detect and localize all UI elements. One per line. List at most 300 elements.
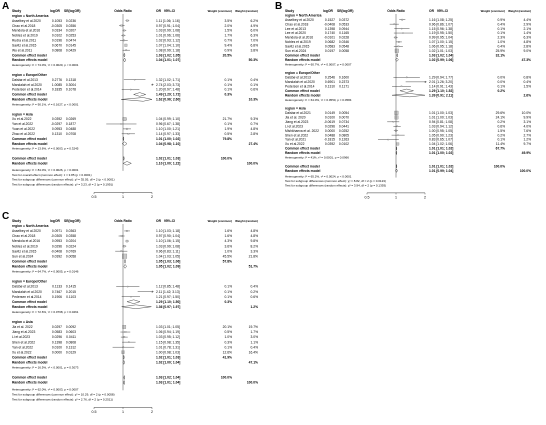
study-ci: 1.01 [1.00; 1.03]	[429, 115, 453, 120]
study-name: Savitz et al.2015	[285, 44, 310, 49]
overall-common-label: Common effect model	[12, 156, 47, 161]
subgroup-common-label: Common effect model	[12, 92, 47, 97]
study-weight-common: 45.5%	[222, 254, 232, 259]
study-ci: 1.10 [1.06; 1.15]	[156, 239, 180, 244]
study-se: 0.0228	[338, 35, 349, 40]
overall-random-ci: 1.01 [0.99; 1.04]	[429, 168, 454, 173]
subgroup-label: region = Asia	[285, 106, 306, 111]
overall-random-label: Random effects model	[285, 168, 321, 173]
study-name: Dalsbø et al.2013	[285, 75, 311, 80]
study-name: Yan et al.2022	[12, 345, 34, 350]
forest-plot-b	[273, 0, 546, 210]
study-se: 0.0058	[338, 48, 349, 53]
subgroup-random-label: Random effects model	[285, 57, 321, 62]
study-name: Pedersen et al.2014	[12, 87, 42, 92]
x-axis-tick-label: 0.5	[91, 195, 97, 200]
study-logor: 0.0296	[324, 124, 335, 129]
study-ci: 2.74 [2.03; 3.73]	[156, 82, 180, 87]
study-point	[125, 331, 126, 332]
subgroup-random-diamond	[123, 58, 125, 62]
study-name: Dalsbø et al.2013	[12, 77, 38, 82]
study-name: Lee et al.2013	[285, 26, 306, 31]
subgroup-heterogeneity: Heterogeneity: I² = 72.6%, τ² = 0.0768, p = 0.0261	[12, 309, 79, 314]
header-odds-ratio: Odds Ratio	[387, 9, 405, 13]
study-weight-random: 6.0%	[250, 28, 258, 33]
study-point	[388, 139, 389, 140]
subgroup-common-weight-common: 41.9%	[222, 355, 232, 360]
study-se: 0.0253	[65, 33, 76, 38]
study-weight-common: 0.1%	[224, 87, 232, 92]
x-axis-tick-label: 1	[122, 195, 124, 200]
subgroup-random-label: Random effects model	[12, 264, 48, 269]
subgroup-common-label: Common effect model	[12, 355, 47, 360]
study-logor: 0.0670	[51, 43, 62, 48]
study-point	[126, 49, 127, 50]
study-weight-common: 0.7%	[224, 38, 232, 43]
study-weight-random: 9.7%	[523, 142, 531, 147]
study-logor: -0.0305	[50, 234, 62, 239]
study-point	[403, 33, 404, 34]
study-ci: 1.00 [0.98; 1.03]	[156, 350, 180, 355]
subgroup-label: region = Asia	[12, 320, 33, 325]
study-weight-common: 0.6%	[497, 124, 505, 129]
study-weight-random: 4.4%	[523, 17, 531, 22]
study-weight-common: 1.7%	[224, 33, 232, 38]
study-name: Xu et al.2022	[12, 350, 32, 355]
study-ci: 1.01 [1.00; 1.03]	[429, 111, 453, 116]
header-se: SE(logOR)	[337, 9, 354, 13]
study-weight-random: 6.2%	[250, 18, 258, 23]
study-ci: 1.29 [0.94; 1.77]	[429, 75, 453, 80]
study-weight-random: 7.6%	[523, 128, 531, 133]
study-point	[397, 135, 398, 136]
study-se: 0.0145	[65, 43, 76, 48]
subgroup-common-ci: 1.01 [1.01; 1.02]	[429, 146, 454, 151]
study-logor: 0.2546	[324, 75, 335, 80]
subgroup-random-diamond	[392, 93, 425, 96]
panel-letter: C	[2, 211, 10, 222]
study-ci: 1.08 [0.99; 1.18]	[156, 48, 180, 53]
study-weight-random: 1.5%	[523, 84, 531, 89]
study-name: Mandalah et al.2020	[12, 289, 42, 294]
study-weight-common: 0.1%	[224, 77, 232, 82]
study-weight-common: 1.9%	[224, 127, 232, 132]
study-weight-random: 1.2%	[523, 137, 531, 142]
overall-random-diamond	[123, 381, 124, 385]
study-se: 0.0269	[65, 117, 76, 122]
subgroup-common-weight-common: 0.3%	[224, 92, 232, 97]
subgroup-random-label: Random effects model	[12, 304, 48, 309]
subgroup-heterogeneity: Heterogeneity: I² = 60.7%, τ² = 0.0007, p = 0.0007	[285, 62, 352, 67]
study-point	[121, 123, 122, 124]
study-logor: 0.1906	[51, 294, 62, 299]
study-weight-common: 0.1%	[497, 137, 505, 142]
study-weight-common: 9.4%	[224, 43, 232, 48]
study-se: 0.0734	[338, 119, 349, 124]
study-weight-random: 9.0%	[523, 48, 531, 53]
study-ci: 0.96 [0.67; 1.38]	[156, 122, 180, 127]
study-weight-random: 4.9%	[250, 23, 258, 28]
study-se: 0.2015	[65, 289, 76, 294]
subgroup-common-diamond	[124, 259, 125, 263]
subgroup-label: region = Europe/Other	[12, 279, 47, 284]
x-axis-tick-label: 2	[151, 195, 153, 200]
study-se: 0.0236	[65, 18, 76, 23]
study-logor: 0.0149	[324, 111, 335, 116]
study-weight-random: 2.1%	[523, 26, 531, 31]
study-point	[401, 86, 402, 87]
study-se: 0.0411	[66, 335, 76, 340]
study-logor: 0.0334	[51, 28, 62, 33]
study-ci: 1.02 [1.01; 1.03]	[429, 48, 453, 53]
study-weight-common: 1.5%	[224, 28, 232, 33]
overall-common-ci: 1.03 [1.02; 1.04]	[156, 375, 181, 380]
subgroup-common-diamond	[123, 355, 124, 359]
study-weight-random: 3.3%	[250, 249, 258, 254]
header-study: Study	[12, 9, 22, 13]
forest-plot-svg	[0, 0, 273, 210]
subgroup-common-weight-common: 20.5%	[222, 53, 232, 58]
study-logor: 0.0000	[324, 128, 335, 133]
overall-common-label: Common effect model	[285, 164, 320, 169]
study-point	[151, 291, 152, 292]
study-name: Jiang et al.2023	[285, 119, 309, 124]
overall-common-diamond	[124, 376, 125, 380]
subgroup-random-label: Random effects model	[12, 97, 48, 102]
study-ci: 0.97 [0.90; 1.04]	[156, 234, 180, 239]
study-se: 0.0207	[65, 28, 76, 33]
header-odds-ratio: Odds Ratio	[114, 219, 132, 223]
overall-note: Test for overall effect (common effect): z = 3.85 (p = 0.0001)	[12, 172, 92, 177]
study-logor: 0.1398	[51, 340, 62, 345]
study-se: 0.0070	[338, 115, 349, 120]
study-logor: -0.0297	[50, 122, 62, 127]
x-axis-tick-label: 2	[424, 195, 426, 200]
forest-plot-svg	[273, 0, 546, 210]
subgroup-common-weight-common: 0.2%	[497, 88, 505, 93]
study-weight-random: 10.0%	[521, 111, 531, 116]
study-weight-random: 0.2%	[250, 289, 258, 294]
study-name: Jia et al. 2020	[285, 115, 306, 120]
study-se: 0.1165	[339, 31, 349, 36]
study-weight-random: 4.0%	[523, 124, 531, 129]
study-ci: 1.10 [1.00; 1.21]	[156, 127, 180, 132]
study-point	[394, 111, 398, 115]
subgroup-random-weight-random: 27.4%	[248, 141, 258, 146]
study-se: 0.0356	[65, 23, 76, 28]
overall-common-label: Common effect model	[12, 375, 47, 380]
study-weight-random: 0.4%	[250, 345, 258, 350]
study-weight-common: 0.4%	[497, 22, 505, 27]
overall-note: Test for subgroup differences (common effect): χ² = 8.82, df = 2 (p = 0.0123)	[285, 179, 386, 184]
header-weight-common: Weight (common)	[480, 9, 505, 13]
study-se: 0.1877	[65, 122, 76, 127]
study-ci: 1.03 [0.95; 1.12]	[156, 335, 180, 340]
study-name: Sun et al.2024	[285, 48, 307, 53]
subgroup-common-ci: 1.03 [1.02; 1.04]	[429, 53, 454, 58]
study-ci: 1.06 [0.94; 1.19]	[156, 330, 180, 335]
study-logor: 0.0953	[51, 239, 62, 244]
study-logor: 0.0102	[51, 33, 62, 38]
study-se: 0.3004	[65, 82, 76, 87]
study-name: Mendola et al.2016	[12, 239, 41, 244]
study-name: Chao et al.2018	[12, 234, 36, 239]
study-name: Asselbey et al.2020	[12, 229, 41, 234]
study-point	[398, 41, 399, 42]
study-se: 0.0474	[65, 38, 76, 43]
subgroup-random-ci: 1.04 [0.98; 1.10]	[156, 141, 181, 146]
study-point	[121, 250, 122, 251]
study-name: Nobles et al.2019	[285, 40, 311, 45]
study-name: Shen et al.2022	[285, 133, 309, 138]
study-ci: 1.05 [0.90; 1.23]	[429, 133, 453, 138]
study-ci: 1.20 [0.97; 1.48]	[156, 87, 180, 92]
study-point	[395, 37, 397, 39]
study-point	[121, 25, 123, 27]
study-weight-common: 11.4%	[495, 142, 505, 147]
study-se: 0.0944	[338, 26, 349, 31]
study-name: Shen et al.2022	[12, 340, 36, 345]
study-logor: 0.0100	[51, 345, 62, 350]
study-weight-common: 0.2%	[497, 119, 505, 124]
study-ci: 1.03 [1.01; 1.05]	[156, 325, 180, 330]
study-name: Dalsbø et al.2013	[12, 284, 38, 289]
subgroup-heterogeneity: Heterogeneity: I² = 16.5%, τ² < 0.0001, p = 0.3073	[12, 365, 79, 370]
study-weight-common: 0.9%	[224, 48, 232, 53]
overall-random-weight-random: 100.0%	[246, 161, 258, 166]
study-se: 0.0092	[65, 325, 76, 330]
study-weight-random: 2.9%	[523, 22, 531, 27]
subgroup-random-weight-random: 49.9%	[521, 151, 531, 156]
study-name: Jiang et al.2023	[12, 330, 36, 335]
subgroup-heterogeneity: Heterogeneity: I² = 90.1%, τ² = 0.1627, p < 0.0001	[12, 102, 79, 107]
study-weight-common: 0.1%	[224, 82, 232, 87]
header-logor: logOR	[50, 219, 60, 223]
study-weight-common: 2.3%	[497, 35, 505, 40]
study-weight-common: 1.6%	[224, 234, 232, 239]
study-name: Chao et al.2018	[12, 23, 36, 28]
study-name: Pedersen et al.2014	[12, 294, 42, 299]
study-name: Sun et al.2024	[12, 254, 34, 259]
header-ci: 95%-CI	[437, 9, 448, 13]
subgroup-label: region = North America	[12, 224, 49, 229]
overall-note: Test for subgroup differences (random effects): χ² = 2.76, df = 2 (p = 0.2511)	[12, 397, 113, 402]
study-se: 0.1415	[65, 284, 76, 289]
subgroup-common-diamond	[134, 93, 146, 97]
overall-note: Heterogeneity: I² = 65.2%, τ² = 0.0024, p < 0.0001	[285, 174, 352, 179]
subgroup-random-weight-random: 47.1%	[248, 360, 258, 365]
subgroup-random-diamond	[122, 305, 152, 309]
subgroup-common-ci: 1.03 [1.02; 1.05]	[156, 53, 181, 58]
subgroup-random-ci: 1.02 [0.99; 1.06]	[429, 57, 454, 62]
study-weight-common: 0.1%	[224, 284, 232, 289]
study-ci: 0.97 [0.91; 1.04]	[156, 23, 180, 28]
study-name: Mandalah et al.2020	[285, 80, 315, 85]
study-point	[126, 20, 128, 22]
overall-common-weight-common: 100.0%	[493, 164, 505, 169]
study-weight-common: 0.9%	[497, 17, 505, 22]
study-ci: 1.03 [0.94; 1.12]	[429, 124, 453, 129]
study-se: 0.1078	[65, 87, 76, 92]
study-point	[126, 128, 128, 130]
study-weight-common: 2.0%	[224, 23, 232, 28]
subgroup-label: region = Europe/Other	[285, 71, 320, 76]
study-se: 0.0358	[65, 234, 76, 239]
study-weight-random: 8.2%	[250, 244, 258, 249]
study-point	[424, 81, 425, 82]
study-se: 0.0054	[338, 111, 349, 116]
study-weight-random: 1.7%	[250, 330, 258, 335]
study-weight-common: 0.1%	[224, 289, 232, 294]
study-logor: 0.1053	[51, 18, 62, 23]
study-weight-random: 0.6%	[250, 87, 258, 92]
study-weight-common: 20.1%	[222, 325, 232, 330]
subgroup-common-ci: 1.01 [1.00; 1.02]	[156, 136, 181, 141]
header-or: OR	[429, 9, 434, 13]
study-point	[396, 143, 399, 146]
study-weight-common: 0.3%	[224, 340, 232, 345]
study-weight-common: 25.9%	[495, 48, 505, 53]
study-logor: -0.0101	[323, 35, 335, 40]
study-logor: 0.0196	[51, 38, 62, 43]
study-weight-common: 1.6%	[224, 229, 232, 234]
study-weight-random: 0.6%	[250, 294, 258, 299]
study-point	[394, 24, 395, 25]
study-weight-random: 0.4%	[523, 80, 531, 85]
subgroup-label: region = Asia	[12, 112, 33, 117]
subgroup-label: region = North America	[12, 13, 49, 18]
study-name: Jia et al. 2022	[12, 325, 33, 330]
subgroup-label: region = Europe/Other	[12, 72, 47, 77]
study-name: Zhao et al.2022	[12, 131, 35, 136]
study-weight-random: 6.8%	[250, 43, 258, 48]
study-name: Mandalah et al.2020	[12, 82, 42, 87]
study-ci: 1.04 [0.99; 1.10]	[156, 117, 180, 122]
study-logor: 0.0000	[51, 350, 62, 355]
study-ci: 1.01 [0.96; 1.06]	[156, 33, 180, 38]
study-logor: -0.0408	[323, 22, 335, 27]
overall-random-weight-random: 100.0%	[246, 380, 258, 385]
study-point	[393, 121, 394, 122]
study-point	[123, 40, 124, 41]
subgroup-common-weight-common: 79.8%	[222, 136, 232, 141]
study-logor: 0.1133	[52, 284, 62, 289]
study-weight-common: 1.0%	[224, 335, 232, 340]
study-point	[398, 46, 399, 47]
header-weight-random: Weight (random)	[235, 9, 258, 13]
study-logor: 0.0488	[324, 133, 335, 138]
study-ci: 1.02 [0.93; 1.12]	[156, 38, 180, 43]
subgroup-common-weight-common: 0.3%	[224, 299, 232, 304]
subgroup-heterogeneity: Heterogeneity: I² = 64.0%, τ² = 0.0550, p = 0.0584	[285, 97, 352, 102]
study-ci: 1.15 [0.98; 1.35]	[156, 340, 180, 345]
header-logor: logOR	[50, 9, 60, 13]
study-point	[406, 77, 407, 78]
overall-random-weight-random: 100.0%	[519, 168, 531, 173]
study-weight-common: 0.5%	[224, 330, 232, 335]
subgroup-random-weight-random: 50.3%	[248, 58, 258, 63]
study-se: 0.1171	[339, 84, 349, 89]
subgroup-random-ci: 1.62 [0.96; 2.60]	[156, 97, 181, 102]
subgroup-random-diamond	[121, 98, 152, 102]
study-ci: 1.16 [1.08; 1.25]	[429, 17, 453, 22]
study-name: Xu et al.2022	[12, 117, 32, 122]
study-weight-random: 3.8%	[250, 48, 258, 53]
subgroup-common-weight-common: 67.7%	[495, 146, 505, 151]
study-logor: 0.1310	[324, 84, 335, 89]
forest-plot-svg	[0, 210, 273, 425]
study-logor: 0.0392	[51, 117, 62, 122]
overall-random-diamond	[123, 161, 131, 165]
study-logor: 0.0682	[324, 40, 335, 45]
study-name: Wu et al.2011	[12, 48, 33, 53]
header-odds-ratio: Odds Ratio	[114, 9, 132, 13]
study-ci: 0.96 [0.86; 1.07]	[429, 22, 453, 27]
subgroup-random-weight-random: 2.6%	[523, 93, 531, 98]
study-ci: 1.32 [1.02; 1.71]	[156, 77, 180, 82]
study-ci: 1.07 [1.00; 1.15]	[429, 40, 453, 45]
subgroup-common-diamond	[127, 300, 140, 304]
study-weight-common: 0.1%	[224, 122, 232, 127]
study-weight-random: 9.9%	[523, 115, 531, 120]
subgroup-common-diamond	[397, 54, 398, 57]
study-point	[130, 89, 131, 90]
study-point	[123, 30, 125, 32]
subgroup-random-label: Random effects model	[285, 151, 321, 156]
study-se: 0.0429	[65, 48, 76, 53]
study-logor: 0.1527	[324, 17, 335, 22]
study-weight-random: 0.4%	[250, 284, 258, 289]
study-name: Mendola et al.2016	[285, 35, 314, 40]
subgroup-random-label: Random effects model	[12, 58, 48, 63]
study-name: Nobles et al.2019	[12, 33, 38, 38]
study-ci: 1.03 [0.99; 1.08]	[156, 28, 180, 33]
header-ci: 95%-CI	[164, 9, 175, 13]
overall-common-ci: 1.01 [1.01; 1.02]	[429, 164, 454, 169]
study-weight-common: 12.6%	[222, 350, 232, 355]
subgroup-random-label: Random effects model	[12, 360, 48, 365]
study-logor: 0.0296	[51, 335, 62, 340]
study-logor: 0.1310	[51, 131, 62, 136]
subgroup-random-diamond	[124, 264, 127, 268]
subgroup-common-ci: 1.29 [1.10; 1.52]	[429, 88, 454, 93]
study-se: 0.0603	[65, 330, 76, 335]
study-point	[151, 84, 152, 85]
study-logor: 0.0808	[51, 48, 62, 53]
study-logor: 0.0392	[324, 142, 335, 147]
subgroup-common-weight-common: 57.8%	[222, 259, 232, 264]
header-ci: 95%-CI	[164, 219, 175, 223]
study-name: Lee et al.2020	[285, 31, 306, 36]
study-weight-random: 21.8%	[248, 254, 258, 259]
overall-note: Test for subgroup differences (common effect): χ² = 35.05, df = 2 (p < 0.0001)	[12, 177, 115, 182]
study-se: 0.0769	[65, 249, 76, 254]
study-logor: -0.0408	[50, 249, 62, 254]
x-axis-tick-label: 1	[395, 195, 397, 200]
study-point	[126, 230, 128, 232]
x-axis-tick-label: 0.5	[91, 409, 97, 414]
study-se: 0.0488	[65, 127, 76, 132]
study-se: 0.1103	[66, 294, 76, 299]
study-se: 0.1318	[65, 77, 76, 82]
study-logor: 0.1835	[51, 87, 62, 92]
subgroup-common-ci: 1.29 [1.10; 1.50]	[156, 299, 181, 304]
study-weight-random: 0.1%	[250, 82, 258, 87]
study-weight-random: 2.7%	[523, 133, 531, 138]
study-name: Yan et al.2021	[285, 137, 307, 142]
study-se: 0.0363	[65, 229, 76, 234]
study-weight-random: 7.0%	[250, 38, 258, 43]
